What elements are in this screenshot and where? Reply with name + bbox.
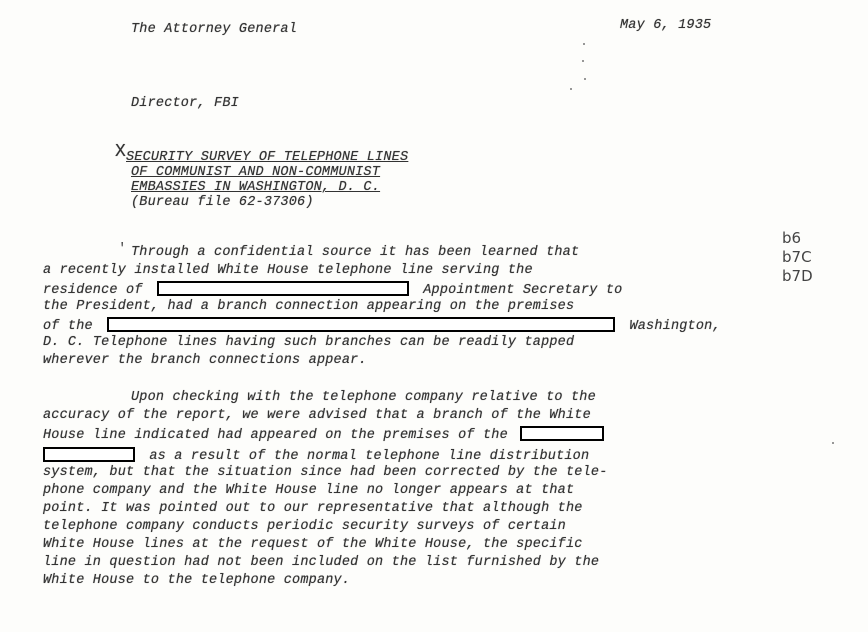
subject-line-3: EMBASSIES IN WASHINGTON, D. C. bbox=[131, 180, 381, 195]
speck bbox=[570, 88, 572, 90]
memo-date: May 6, 1935 bbox=[620, 18, 712, 33]
p1-line-5-end: Washington, bbox=[629, 319, 721, 334]
redaction-box bbox=[107, 317, 615, 332]
p2-line-10: line in question had not been included on the list furnished by the bbox=[43, 555, 600, 570]
redaction-box bbox=[43, 447, 135, 462]
p1-line-1: Through a confidential source it has been learned that bbox=[131, 245, 580, 260]
p2-line-3-text: House line indicated had appeared on the premises of the bbox=[43, 428, 508, 443]
p1-line-5 bbox=[43, 317, 721, 334]
addressee: The Attorney General bbox=[131, 22, 298, 37]
subject-line-1: SECURITY SURVEY OF TELEPHONE LINES bbox=[126, 150, 409, 165]
p2-line-9: White House lines at the request of the White House, the specific bbox=[43, 537, 583, 552]
p1-line-7: wherever the branch connections appear. bbox=[43, 353, 367, 368]
p1-line-6: D. C. Telephone lines having such branches can be readily tapped bbox=[43, 335, 575, 350]
p1-line-3-end: Appointment Secretary to bbox=[423, 283, 623, 298]
p1-line-3 bbox=[43, 281, 622, 298]
exemption-code: b6 bbox=[782, 229, 802, 247]
exemption-code: b7C bbox=[782, 248, 812, 266]
sender: Director, FBI bbox=[131, 96, 239, 111]
p2-line-3 bbox=[43, 426, 604, 443]
p2-line-4-text: as a result of the normal telephone line distribution bbox=[149, 449, 590, 464]
p2-line-2: accuracy of the report, we were advised that a branch of the White bbox=[43, 408, 591, 423]
p1-line-5-start: of the bbox=[43, 319, 93, 334]
p1-line-3-start: residence of bbox=[43, 283, 143, 298]
speck bbox=[583, 43, 585, 45]
exemption-code: b7D bbox=[782, 267, 813, 285]
p2-line-5: system, but that the situation since had been corrected by the tele- bbox=[43, 465, 608, 480]
redaction-box bbox=[520, 426, 604, 441]
redaction-box bbox=[157, 281, 409, 296]
p2-line-7: point. It was pointed out to our representative that although the bbox=[43, 501, 583, 516]
subject-line-2: OF COMMUNIST AND NON-COMMUNIST bbox=[131, 165, 381, 180]
check-mark: X bbox=[115, 142, 127, 162]
margin-tick: ' bbox=[118, 241, 127, 257]
subject-line-4: (Bureau file 62-37306) bbox=[131, 195, 314, 210]
p2-line-4 bbox=[43, 447, 589, 464]
exemption-codes bbox=[782, 229, 813, 286]
p2-line-6: phone company and the White House line no longer appears at that bbox=[43, 483, 575, 498]
p2-line-11: White House to the telephone company. bbox=[43, 573, 351, 588]
speck bbox=[584, 78, 586, 80]
p1-line-4: the President, had a branch connection appearing on the premises bbox=[43, 299, 575, 314]
speck bbox=[582, 60, 584, 62]
p1-line-2: a recently installed White House telephone line serving the bbox=[43, 263, 533, 278]
p2-line-8: telephone company conducts periodic security surveys of certain bbox=[43, 519, 566, 534]
speck bbox=[832, 442, 834, 444]
p2-line-1: Upon checking with the telephone company relative to the bbox=[131, 390, 596, 405]
